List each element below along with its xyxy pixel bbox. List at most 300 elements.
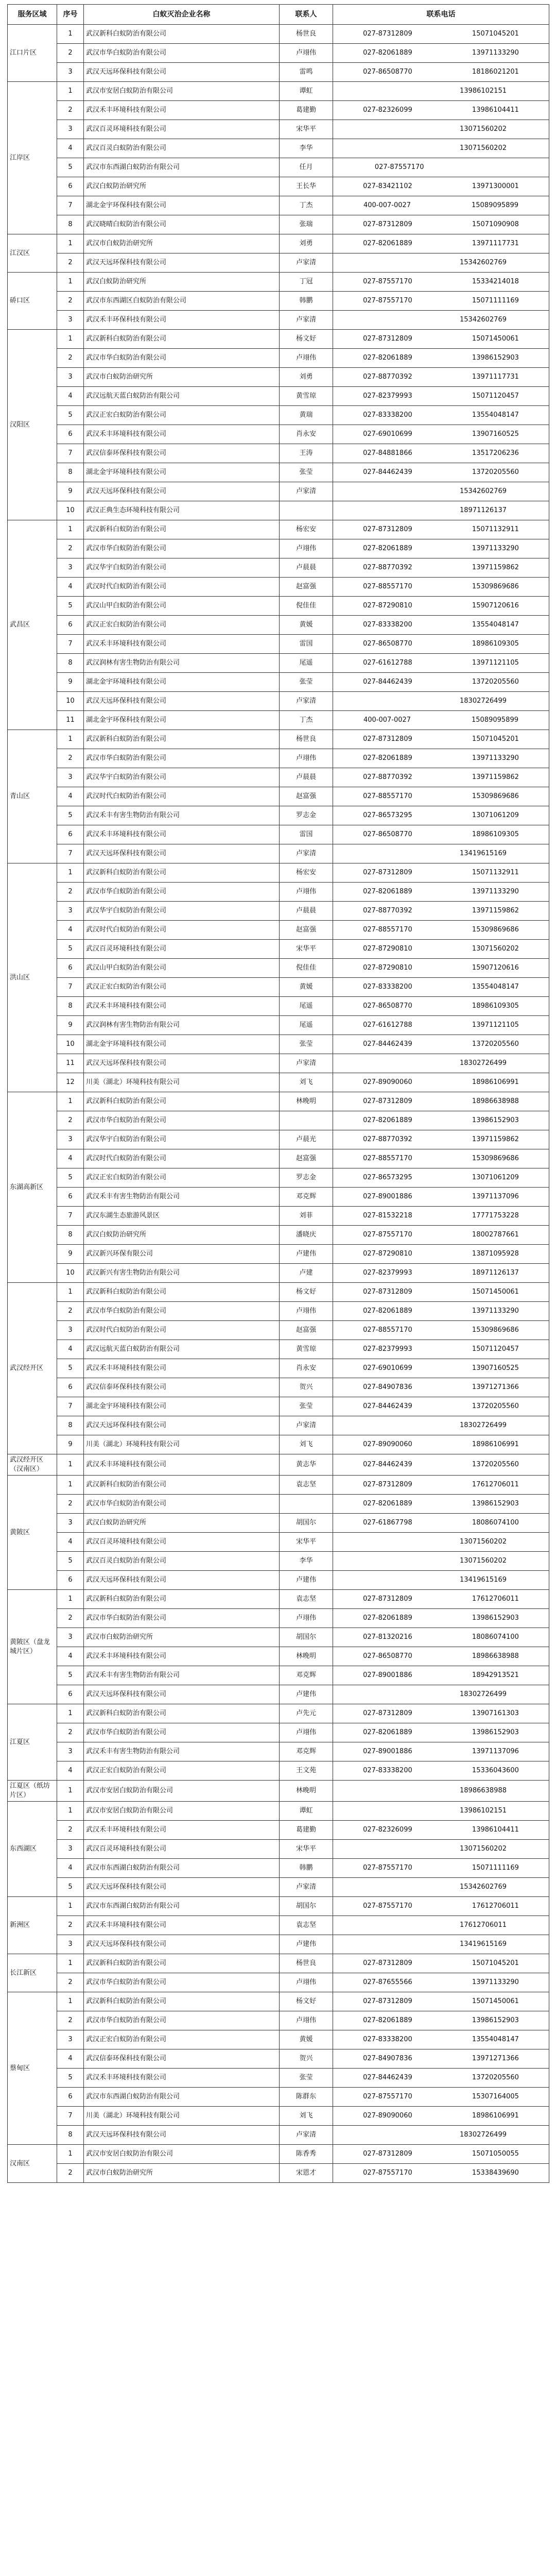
phone-cell [333,1188,549,1207]
phone-cell [333,368,549,387]
company-name-cell: 武汉市华白蚁防治有限公司 [84,749,280,768]
mobile-number: 17771753228 [472,1212,519,1219]
company-name-cell: 武汉正宏白蚁防治有限公司 [84,406,280,425]
contact-person-cell: 雷国 [280,825,333,844]
contact-person-cell: 李华 [280,1552,333,1571]
service-area-cell: 东西湖区 [8,1802,57,1897]
table-row [8,1609,549,1628]
company-name-cell: 武汉时代白蚁防治有限公司 [84,1149,280,1168]
seq-cell: 6 [57,959,84,978]
table-row [8,539,549,558]
company-name-cell: 武汉禾丰环境科技有限公司 [84,1454,280,1476]
mobile-number: 13720205560 [472,1461,519,1468]
company-name-cell: 武汉百灵环境科技有限公司 [84,1533,280,1552]
phone-cell [333,1685,549,1704]
company-name-cell: 武汉新科白蚁防治有限公司 [84,1954,280,1973]
seq-cell: 9 [57,673,84,692]
table-row [8,1878,549,1897]
company-name-cell: 武汉天远环保科技有限公司 [84,1878,280,1897]
landline-number: 027-87290810 [363,1250,412,1258]
contact-person-cell: 丁杰 [280,711,333,730]
table-row [8,1704,549,1723]
table-row [8,2049,549,2069]
seq-cell: 4 [57,921,84,940]
mobile-number: 15071120457 [472,1345,519,1353]
seq-cell: 4 [57,578,84,597]
seq-cell: 10 [57,1035,84,1054]
contact-person-cell: 宋华平 [280,1533,333,1552]
seq-cell: 2 [57,2164,84,2183]
landline-number: 027-87557170 [363,1864,412,1872]
landline-number: 027-83338200 [363,621,412,629]
seq-cell: 11 [57,711,84,730]
phone-cell [333,1609,549,1628]
phone-cell [333,1454,549,1476]
seq-cell: 6 [57,425,84,444]
contact-person-cell: 卢翊伟 [280,2011,333,2030]
contact-person-cell: 卢翊伟 [280,749,333,768]
phone-cell [333,806,549,825]
mobile-number: 15071132911 [472,869,519,876]
landline-number: 027-82326099 [363,1826,412,1834]
contact-person-cell: 黄媛 [280,978,333,997]
seq-cell: 7 [57,444,84,463]
table-row [8,1188,549,1207]
mobile-number: 15309869686 [472,1155,519,1162]
mobile-number: 13971300001 [472,182,519,190]
table-row [8,2126,549,2145]
mobile-number: 13907160525 [472,1364,519,1372]
contact-person-cell: 刘飞 [280,1435,333,1454]
seq-cell: 1 [57,520,84,539]
company-name-cell: 武汉禾丰有害生物防治有限公司 [84,1742,280,1761]
contact-person-cell: 谭虹 [280,82,333,101]
company-name-cell: 武汉天远环保科技有限公司 [84,1935,280,1954]
mobile-number: 15338439690 [472,2169,519,2177]
landline-number: 027-82061889 [363,1728,412,1736]
mobile-number: 13554048147 [472,411,519,419]
phone-cell [333,1435,549,1454]
mobile-number: 13986104411 [472,1826,519,1834]
mobile-number: 15071045201 [472,1959,519,1967]
phone-cell [333,177,549,196]
company-name-cell: 武汉市华白蚁防治有限公司 [84,883,280,902]
seq-cell: 2 [57,44,84,63]
header-phone: 联系电话 [333,5,549,25]
phone-cell [333,1992,549,2011]
seq-cell: 7 [57,1397,84,1416]
mobile-number: 13071560202 [460,144,507,152]
phone-cell [333,2030,549,2049]
table-row [8,1454,549,1476]
contact-person-cell: 林晚明 [280,1647,333,1666]
company-name-cell: 湖北金宇环境科技有限公司 [84,463,280,482]
landline-number: 027-87557170 [363,2169,412,2177]
seq-cell: 5 [57,1878,84,1897]
company-name-cell: 武汉华宇白蚁防治有限公司 [84,558,280,578]
seq-cell: 8 [57,2126,84,2145]
seq-cell: 5 [57,1359,84,1378]
seq-cell: 2 [57,1495,84,1514]
phone-cell [333,921,549,940]
table-row [8,787,549,806]
seq-cell: 4 [57,2049,84,2069]
phone-cell [333,578,549,597]
contact-person-cell: 宋华平 [280,1840,333,1859]
contact-person-cell: 杨宏安 [280,863,333,883]
contact-person-cell: 刘勇 [280,234,333,253]
contact-person-cell: 王涛 [280,444,333,463]
table-row [8,463,549,482]
table-row [8,902,549,921]
table-row [8,997,549,1016]
phone-cell [333,1245,549,1264]
company-name-cell: 武汉天远环保科技有限公司 [84,253,280,273]
phone-cell [333,1533,549,1552]
service-area-cell: 洪山区 [8,863,57,1092]
mobile-number: 15309869686 [472,926,519,934]
landline-number: 027-61867798 [363,1519,412,1527]
contact-person-cell: 卢建伟 [280,1935,333,1954]
landline-number: 027-87557170 [363,2093,412,2100]
seq-cell: 7 [57,978,84,997]
mobile-number: 15342602769 [460,487,507,495]
mobile-number: 15071450061 [472,1997,519,2005]
table-row [8,1821,549,1840]
table-row [8,1590,549,1609]
mobile-number: 15071045201 [472,735,519,743]
landline-number: 027-83338200 [363,1767,412,1774]
table-row [8,1723,549,1742]
phone-cell [333,501,549,520]
phone-cell [333,1552,549,1571]
company-name-cell: 湖北金宇环境科技有限公司 [84,1035,280,1054]
landline-number: 027-83338200 [363,411,412,419]
seq-cell: 8 [57,997,84,1016]
seq-cell: 5 [57,1552,84,1571]
mobile-number: 13986152903 [472,1500,519,1507]
company-name-cell: 武汉华宇白蚁防治有限公司 [84,768,280,787]
company-name-cell: 武汉市安居白蚁防治有限公司 [84,1802,280,1821]
mobile-number: 15907120616 [472,602,519,609]
contact-person-cell: 杨宏安 [280,520,333,539]
company-name-cell: 武汉晓晴白蚁防治有限公司 [84,215,280,234]
landline-number: 027-81532218 [363,1212,412,1219]
mobile-number: 18986638988 [472,1097,519,1105]
contact-person-cell: 尾遥 [280,1016,333,1035]
seq-cell: 1 [57,1781,84,1802]
seq-cell: 3 [57,1840,84,1859]
phone-cell [333,463,549,482]
mobile-number: 15071132911 [472,526,519,533]
phone-cell [333,1761,549,1781]
phone-cell [333,1628,549,1647]
contact-person-cell: 赵富强 [280,1321,333,1340]
company-name-cell: 武汉市华白蚁防治有限公司 [84,539,280,558]
landline-number: 027-87312809 [363,221,412,228]
contact-person-cell: 卢家清 [280,482,333,501]
table-row [8,253,549,273]
contact-person-cell: 卢翊伟 [280,883,333,902]
contact-person-cell: 卢晨晨 [280,902,333,921]
phone-cell [333,196,549,215]
phone-cell [333,425,549,444]
phone-cell [333,158,549,177]
table-row [8,1476,549,1495]
company-name-cell: 武汉市白蚁防治研究所 [84,368,280,387]
contact-person-cell: 赵富强 [280,921,333,940]
table-row [8,1897,549,1916]
landline-number: 027-87312809 [363,1595,412,1603]
table-row [8,1321,549,1340]
seq-cell: 2 [57,1821,84,1840]
seq-cell: 3 [57,1628,84,1647]
seq-cell: 2 [57,749,84,768]
company-name-cell: 武汉市白蚁防治研究所 [84,2164,280,2183]
landline-number: 027-87557170 [374,163,424,171]
phone-cell [333,1016,549,1035]
mobile-number: 13971133290 [472,1307,519,1315]
contact-person-cell: 谭虹 [280,1802,333,1821]
contact-person-cell: 黄雪琼 [280,387,333,406]
mobile-number: 18302726499 [460,1059,507,1067]
table-row [8,1092,549,1111]
landline-number: 027-82379993 [363,1345,412,1353]
contact-person-cell: 卢家清 [280,1054,333,1073]
mobile-number: 13419615169 [460,1940,507,1948]
phone-cell [333,1742,549,1761]
seq-cell: 1 [57,1897,84,1916]
phone-cell [333,1954,549,1973]
company-name-cell: 武汉正宏白蚁防治有限公司 [84,1168,280,1188]
mobile-number: 18971126137 [472,1269,519,1277]
seq-cell: 4 [57,1859,84,1878]
contact-person-cell: 葛建勤 [280,101,333,120]
company-name-cell: 武汉白蚁防治研究所 [84,273,280,292]
table-header-row [8,5,549,25]
seq-cell: 9 [57,1435,84,1454]
mobile-number: 15089095899 [472,716,518,724]
table-row [8,2164,549,2183]
company-name-cell: 川美（湖北）环境科技有限公司 [84,2107,280,2126]
seq-cell: 6 [57,177,84,196]
seq-cell: 2 [57,1973,84,1992]
phone-cell [333,1073,549,1092]
phone-cell [333,558,549,578]
table-row [8,1859,549,1878]
seq-cell: 6 [57,1378,84,1397]
contact-person-cell: 肖永安 [280,1359,333,1378]
table-row [8,1226,549,1245]
company-name-cell: 武汉天远环保科技有限公司 [84,692,280,711]
company-name-cell: 武汉白蚁防治研究所 [84,177,280,196]
service-area-cell: 武昌区 [8,520,57,730]
mobile-number: 15309869686 [472,583,519,590]
seq-cell: 2 [57,253,84,273]
company-name-cell: 武汉百灵白蚁防治有限公司 [84,1552,280,1571]
mobile-number: 13971159862 [472,907,519,914]
company-name-cell: 湖北金宇环保科技有限公司 [84,196,280,215]
mobile-number: 13971133290 [472,545,519,552]
phone-cell [333,730,549,749]
termite-service-table [7,4,549,2183]
landline-number: 027-87312809 [363,1097,412,1105]
service-area-cell: 武汉经开区（汉南区） [8,1454,57,1476]
seq-cell: 1 [57,1802,84,1821]
landline-number: 027-89001886 [363,1671,412,1679]
phone-cell [333,2069,549,2088]
phone-cell [333,1359,549,1378]
landline-number: 027-61612788 [363,659,412,667]
landline-number: 027-82061889 [363,1614,412,1622]
phone-cell [333,1302,549,1321]
phone-cell [333,978,549,997]
company-name-cell: 武汉市华白蚁防治有限公司 [84,1973,280,1992]
mobile-number: 13907160525 [472,430,519,438]
table-row [8,1149,549,1168]
company-name-cell: 武汉禾丰有害生物防治有限公司 [84,1666,280,1685]
contact-person-cell: 刘勇 [280,368,333,387]
mobile-number: 13907161303 [472,1709,519,1717]
table-row [8,1207,549,1226]
contact-person-cell: 雷国 [280,635,333,654]
contact-person-cell: 罗志金 [280,806,333,825]
phone-cell [333,273,549,292]
company-name-cell: 武汉白蚁防治研究所 [84,1226,280,1245]
mobile-number: 18302726499 [460,1421,507,1429]
table-row [8,597,549,616]
phone-cell [333,1723,549,1742]
seq-cell: 7 [57,196,84,215]
phone-cell [333,1149,549,1168]
phone-cell [333,292,549,311]
company-name-cell: 武汉百灵环境科技有限公司 [84,1840,280,1859]
mobile-number: 15334214018 [472,278,519,285]
contact-person-cell: 贺兴 [280,1378,333,1397]
seq-cell: 1 [57,730,84,749]
table-row [8,25,549,44]
seq-cell: 4 [57,139,84,158]
phone-cell [333,1973,549,1992]
mobile-number: 18986106991 [472,2112,519,2120]
company-name-cell: 武汉市安居白蚁防治有限公司 [84,82,280,101]
landline-number: 027-84462439 [363,678,412,686]
table-row [8,978,549,997]
mobile-number: 13971137096 [472,1193,519,1200]
header-company: 白蚁灭治企业名称 [84,5,280,25]
seq-cell: 3 [57,120,84,139]
seq-cell: 2 [57,1111,84,1130]
contact-person-cell: 卢翊伟 [280,1723,333,1742]
landline-number: 027-89090060 [363,1440,412,1448]
company-name-cell: 武汉市华白蚁防治有限公司 [84,1495,280,1514]
company-name-cell: 武汉市华白蚁防治有限公司 [84,2011,280,2030]
phone-cell [333,1897,549,1916]
company-name-cell: 川美（湖北）环境科技有限公司 [84,1073,280,1092]
contact-person-cell: 王文苑 [280,1761,333,1781]
table-row [8,330,549,349]
landline-number: 027-87290810 [363,945,412,953]
contact-person-cell: 卢建伟 [280,1571,333,1590]
table-row [8,616,549,635]
company-name-cell: 武汉市东西湖白蚁防治有限公司 [84,158,280,177]
company-name-cell: 武汉百灵白蚁防治有限公司 [84,139,280,158]
seq-cell: 8 [57,1226,84,1245]
table-row [8,863,549,883]
contact-person-cell: 卢家清 [280,1416,333,1435]
table-row [8,2145,549,2164]
phone-cell [333,1840,549,1859]
contact-person-cell: 宋华平 [280,940,333,959]
contact-person-cell: 贺兴 [280,2049,333,2069]
contact-person-cell: 袁志坚 [280,1916,333,1935]
landline-number: 027-88557170 [363,926,412,934]
mobile-number: 15907120616 [472,964,519,972]
company-name-cell: 武汉市东西湖白蚁防治有限公司 [84,1859,280,1878]
phone-cell [333,692,549,711]
landline-number: 027-83421102 [363,182,412,190]
table-row [8,1168,549,1188]
seq-cell: 1 [57,82,84,101]
contact-person-cell: 胡国尔 [280,1897,333,1916]
contact-person-cell: 黄雪琼 [280,1340,333,1359]
landline-number: 027-87557170 [363,278,412,285]
landline-number: 027-84907836 [363,1383,412,1391]
seq-cell: 5 [57,597,84,616]
seq-cell: 1 [57,1590,84,1609]
landline-number: 027-82061889 [363,754,412,762]
seq-cell: 7 [57,1207,84,1226]
mobile-number: 18942913521 [472,1671,519,1679]
company-name-cell: 武汉山甲白蚁防治有限公司 [84,597,280,616]
contact-person-cell: 杨文好 [280,1992,333,2011]
contact-person-cell: 宋华平 [280,120,333,139]
seq-cell: 3 [57,1130,84,1149]
mobile-number: 13971133290 [472,888,519,895]
phone-cell [333,1495,549,1514]
landline-number: 027-69010699 [363,430,412,438]
phone-cell [333,63,549,82]
table-row [8,1935,549,1954]
table-row [8,101,549,120]
seq-cell: 2 [57,1916,84,1935]
contact-person-cell: 黄志华 [280,1454,333,1476]
contact-person-cell [280,1495,333,1514]
company-name-cell: 武汉信泰环保科技有限公司 [84,1378,280,1397]
mobile-number: 13720205560 [472,1402,519,1410]
landline-number: 400-007-0027 [363,201,411,209]
landline-number: 027-88557170 [363,1155,412,1162]
seq-cell: 2 [57,883,84,902]
table-row [8,959,549,978]
mobile-number: 15071050055 [472,2150,519,2158]
phone-cell [333,1878,549,1897]
mobile-number: 13986102151 [460,1807,507,1815]
phone-cell [333,883,549,902]
landline-number: 027-87557170 [363,1902,412,1910]
contact-person-cell: 杨世良 [280,1954,333,1973]
contact-person-cell: 丁冠 [280,273,333,292]
contact-person-cell: 卢家清 [280,1878,333,1897]
table-row [8,1916,549,1935]
contact-person-cell: 卢晨晨 [280,768,333,787]
mobile-number: 13971117731 [472,373,519,381]
mobile-number: 13071560202 [460,1538,507,1546]
seq-cell: 5 [57,158,84,177]
company-name-cell: 武汉东湖生态旅游风景区 [84,1207,280,1226]
mobile-number: 18971126137 [460,506,507,514]
table-row [8,482,549,501]
